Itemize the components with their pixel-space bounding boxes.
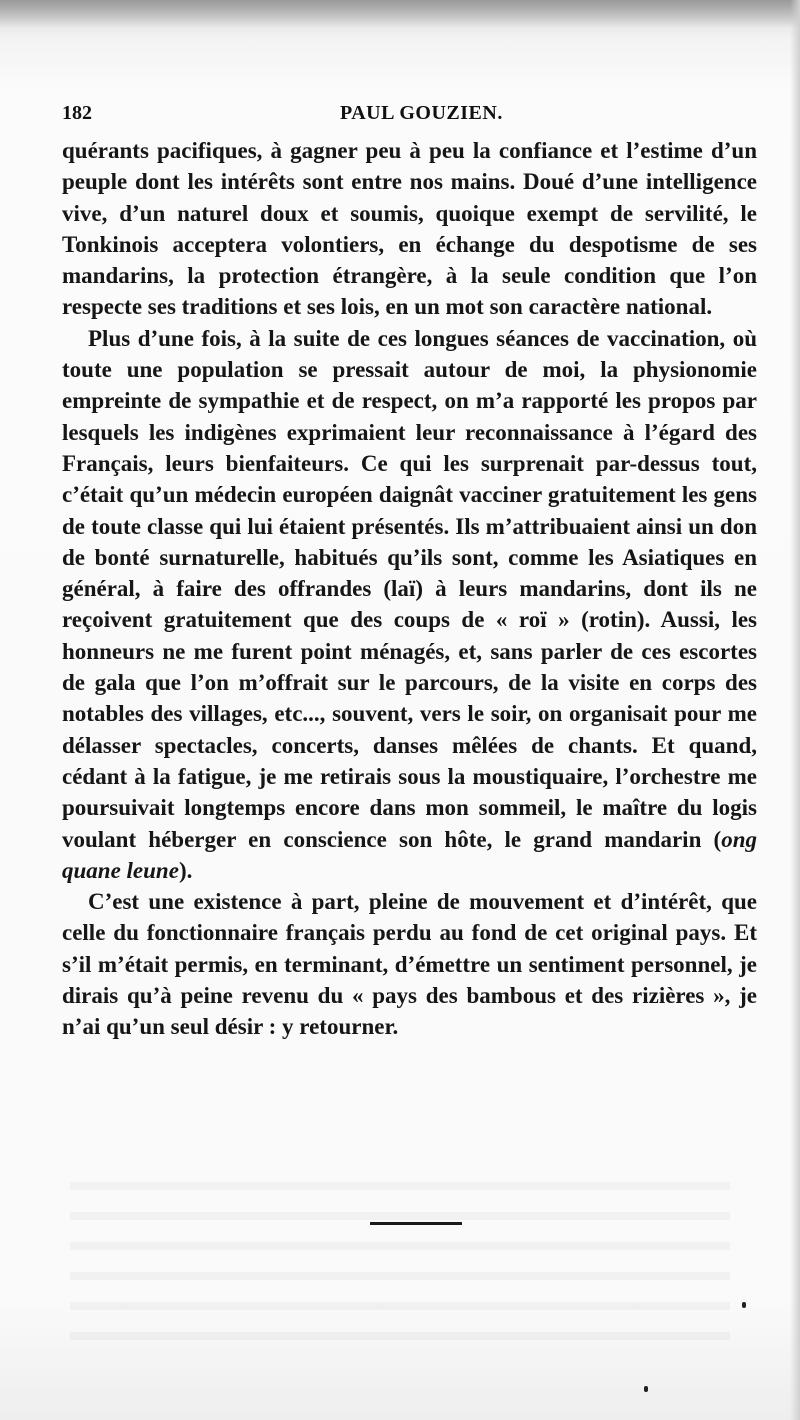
page-header <box>62 102 742 132</box>
paragraph-2-text: Plus d’une fois, à la suite de ces longues séances de vaccination, où toute une population se pressait autour de moi, la physionomie empreinte de sympathie et de respect, on m’a rapporté les propos par lesquels les indigènes exprimaient leur reconnaissance à l’égard des Français, leurs bienfaiteurs. Ce qui les surprenait par-dessus tout, c’était qu’un médecin européen daignât vacciner gratuitement les gens de toute classe qui lui étaient présentés. Ils m’attribuaient ainsi un don de bonté surnaturelle, habitués qu’ils sont, comme les Asiatiques en général, à faire des offrandes (laï) à leurs mandarins, dont ils ne reçoivent gratuitement que des coups de « roï » (rotin). Aussi, les honneurs ne me furent point ménagés, et, sans parler de ces escortes de gala que l’on m’offrait sur le parcours, de la visite en corps des notables des villages, etc..., souvent, vers le soir, on organisait pour me délasser spectacles, concerts, danses mêlées de chants. Et quand, cédant à la fatigue, je me retirais sous la moustiquaire, l’orchestre me poursuivait longtemps encore dans mon sommeil, le maître du logis voulant héberger en conscience son hôte, le grand mandarin ( <box>62 325 757 852</box>
ink-speck <box>644 1386 648 1392</box>
paragraph-2-end: ). <box>178 857 193 883</box>
paragraph-2 <box>62 323 757 886</box>
page-right-shadow <box>790 0 800 1420</box>
paragraph-3: C’est une existence à part, pleine de mouvement et d’intérêt, que celle du fonctionnaire français perdu au fond de cet original pays. Et s’il m’était permis, en terminant, d’émettre un sentiment personnel, je dirais qu’à peine revenu du « pays des bambous et des rizières », je n’ai qu’un seul désir : y retourner. <box>62 889 757 1040</box>
page-number: 182 <box>62 102 92 124</box>
end-rule <box>370 1222 462 1225</box>
page-top-shadow <box>0 0 800 28</box>
body-text <box>62 135 757 1043</box>
paragraph-1: quérants pacifiques, à gagner peu à peu la confiance et l’estime d’un peuple dont les intérêts sont entre nos mains. Doué d’une intelligence vive, d’un naturel doux et soumis, quoique exempt de servilité, le Tonkinois acceptera volontiers, en échange du despotisme de ses mandarins, la protection étrangère, à la seule condition que l’on respecte ses traditions et ses lois, en un mot son caractère national. <box>62 138 757 320</box>
running-head: PAUL GOUZIEN. <box>340 102 503 124</box>
paragraph-2-italic: ong quane leune <box>62 826 757 883</box>
ink-speck <box>742 1302 746 1308</box>
bleed-through-text <box>70 1160 730 1350</box>
